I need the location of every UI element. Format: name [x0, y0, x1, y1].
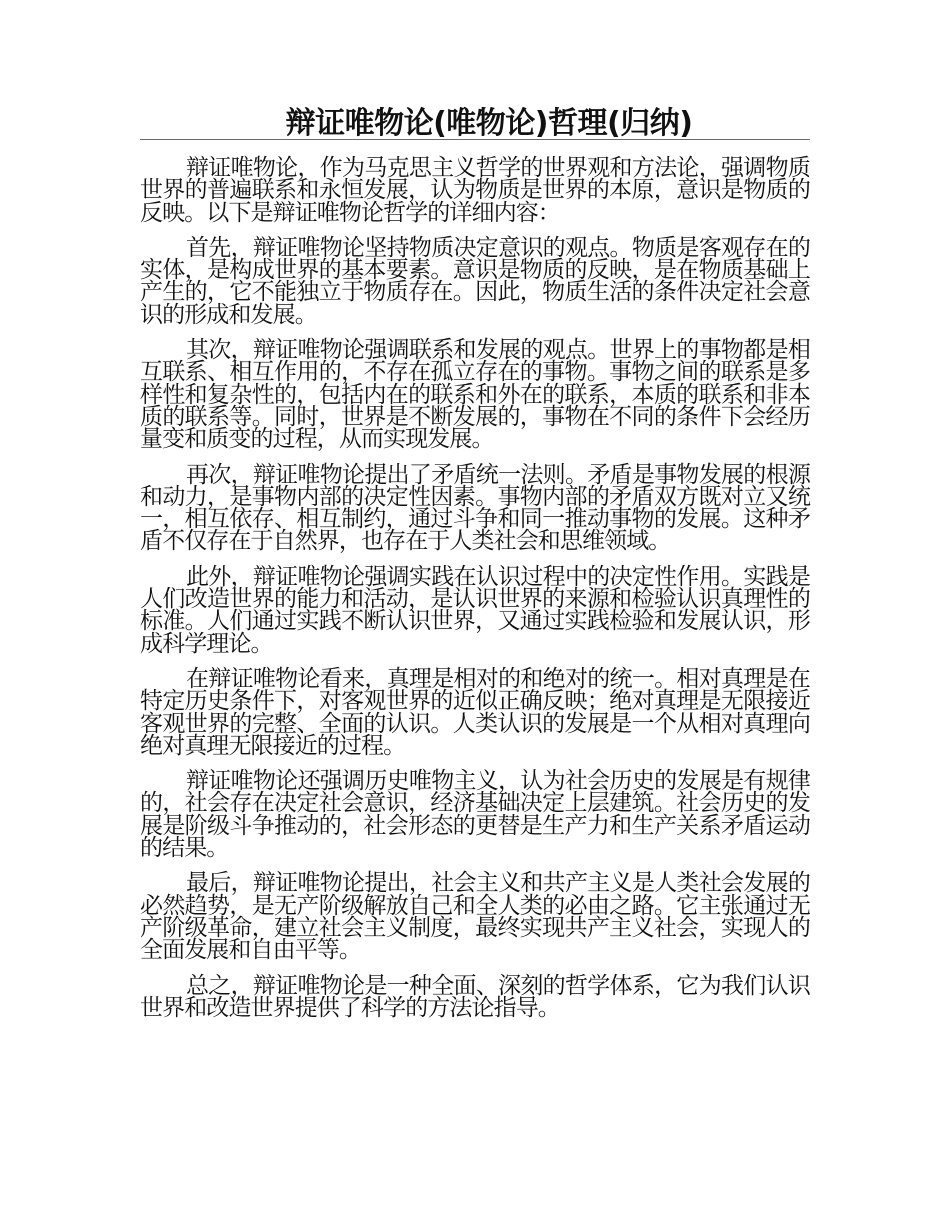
paragraph-intro: 辩证唯物论，作为马克思主义哲学的世界观和方法论，强调物质世界的普遍联系和永恒发展，认为物质是世界的本原，意识是物质的反映。以下是辩证唯物论哲学的详细内容： [140, 155, 810, 226]
document-body [140, 157, 810, 1032]
paragraph-connection-and-development: 其次，辩证唯物论强调联系和发展的观点。世界上的事物都是相互联系、相互作用的，不存在孤立存在的事物。事物之间的联系是多样性和复杂性的，包括内在的联系和外在的联系，本质的联系和非本质的联系等。同时，世界是不断发展的，事物在不同的条件下会经历量变和质变的过程，从而实现发展。 [140, 337, 810, 453]
paragraph-historical-materialism: 辩证唯物论还强调历史唯物主义，认为社会历史的发展是有规律的，社会存在决定社会意识，经济基础决定上层建筑。社会历史的发展是阶级斗争推动的，社会形态的更替是生产力和生产关系矛盾运动的结果。 [140, 768, 810, 862]
paragraph-contradiction-unity: 再次，辩证唯物论提出了矛盾统一法则。矛盾是事物发展的根源和动力，是事物内部的决定性因素。事物内部的矛盾双方既对立又统一，相互依存、相互制约，通过斗争和同一推动事物的发展。这种矛盾不仅存在于自然界，也存在于人类社会和思维领域。 [140, 461, 810, 555]
paragraph-conclusion: 总之，辩证唯物论是一种全面、深刻的哲学体系，它为我们认识世界和改造世界提供了科学的方法论指导。 [140, 972, 810, 1021]
paragraph-practice: 此外，辩证唯物论强调实践在认识过程中的决定性作用。实践是人们改造世界的能力和活动，是认识世界的来源和检验认识真理性的标准。人们通过实践不断认识世界，又通过实践检验和发展认识，形成科学理论。 [140, 563, 810, 657]
paragraph-truth: 在辩证唯物论看来，真理是相对的和绝对的统一。相对真理是在特定历史条件下，对客观世界的近似正确反映；绝对真理是无限接近客观世界的完整、全面的认识。人类认识的发展是一个从相对真理向绝对真理无限接近的过程。 [140, 665, 810, 759]
document-title: 辩证唯物论(唯物论)哲理(归纳) [285, 106, 693, 141]
paragraph-socialism-communism: 最后，辩证唯物论提出，社会主义和共产主义是人类社会发展的必然趋势，是无产阶级解放自己和全人类的必由之路。它主张通过无产阶级革命，建立社会主义制度，最终实现共产主义社会，实现人的全面发展和自由平等。 [140, 870, 810, 964]
title-underline [140, 139, 810, 140]
paragraph-matter-determines-consciousness: 首先，辩证唯物论坚持物质决定意识的观点。物质是客观存在的实体，是构成世界的基本要素。意识是物质的反映，是在物质基础上产生的，它不能独立于物质存在。因此，物质生活的条件决定社会意识的形成和发展。 [140, 234, 810, 328]
